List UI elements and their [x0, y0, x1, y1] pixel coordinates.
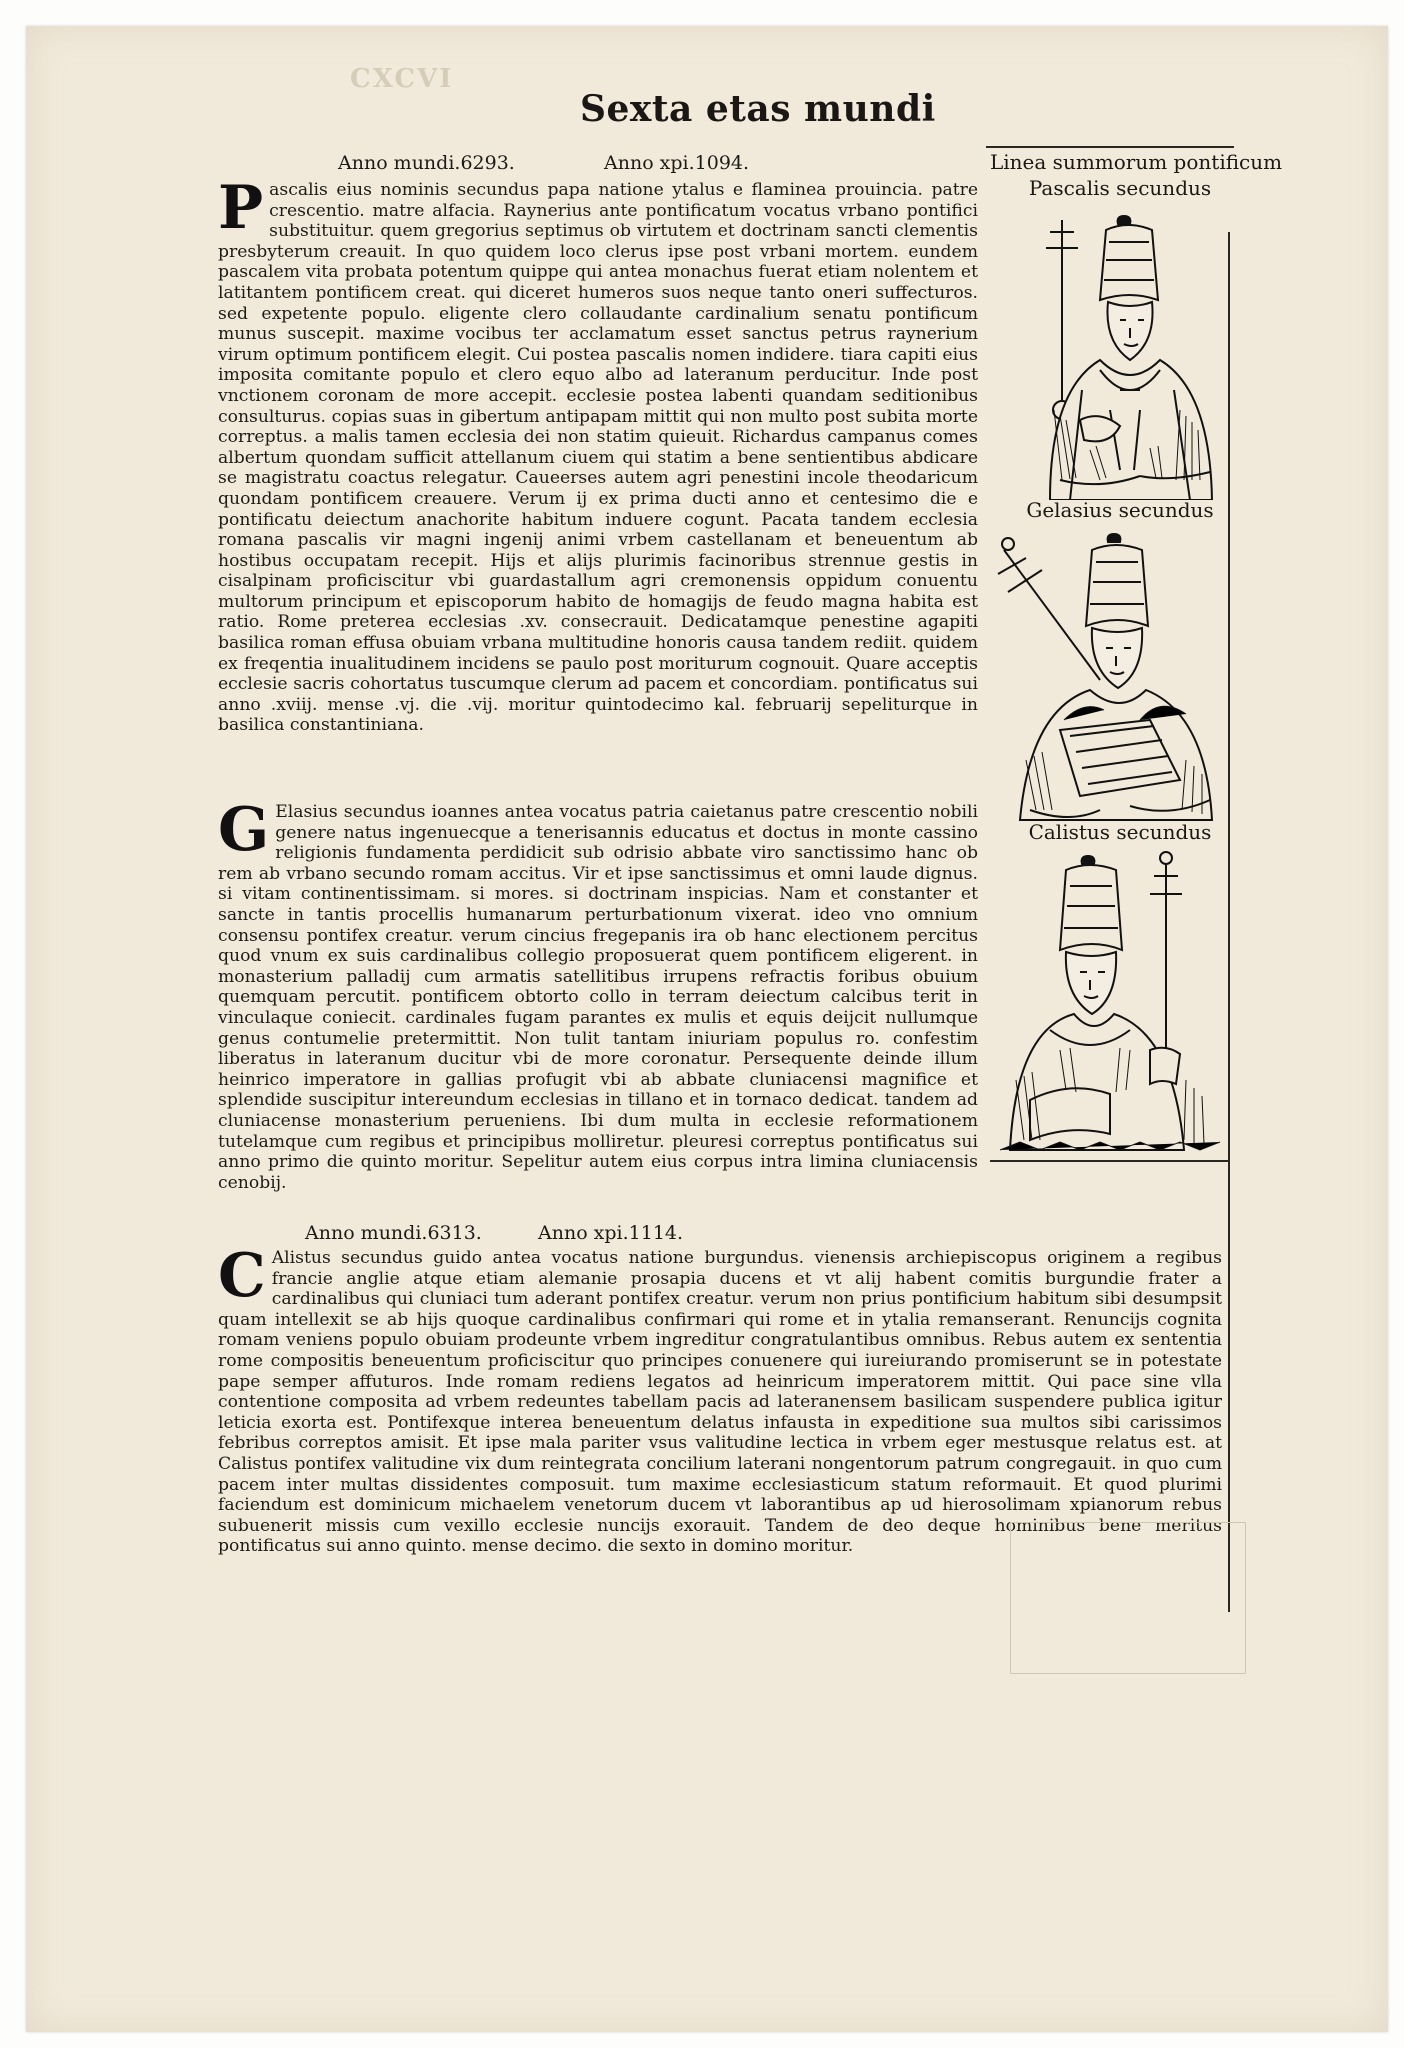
anno-christi-2: Anno xpi.1114.	[538, 1222, 684, 1244]
anno-mundi-1: Anno mundi.6293.	[338, 152, 515, 174]
dropcap-c: C	[218, 1248, 266, 1311]
lineage-bottom-rule	[990, 1160, 1230, 1162]
anno-mundi-2: Anno mundi.6313.	[305, 1222, 482, 1244]
pope-woodcut-icon	[990, 530, 1222, 830]
entry-text-calistus: Alistus secundus guido antea vocatus natione burgundus. vienensis archiepiscopus originem a regibus francie anglie atque etiam alemanie prosapia ducens et vt alij habent comitis burgundie frater a cardinalibus qui cluniaci tum aderant pontifex creatur. verum non prius pontificium habitum sibi desumpsit quam intellexit se ab hijs quoque cardinalibus confirmari qui rome et in ytalia remanserant. Renuncijs cognita romam veniens populo obuiam prodeunte vrbem ingreditur congratulantibus omnibus. Rebus autem ex sententia rome compositis beneuentum proficiscitur quo principes conuenere qui iureiurando promiserunt se in potestate pape semper affuturos. Inde romam rediens legatos ad heinricum imperatorem mittit. Qui pace sine vlla contentione composita ad vrbem redeuntes tabellam pacis ad lateranensem basilicam suspendere publica igitur leticia exorta est. Pontifexque interea beneuentum delatus infausta in expeditione sua multos sibi carissimos febribus correptos amisit. Et ipse mala pariter vsus valitudine lectica in vrbem eger mestusque relatus est. at Calistus pontifex valitudine vix dum reintegrata concilium laterani nongentorum patrum congregauit. in quo cum pacem inter multas dissidentes composuit. tum maxime ecclesiasticum statum reformauit. Et quod plurimi faciendum est dominicum michaelem venetorum ducem vt laborantibus ap ud hierosolimam xpianorum rebus subuenerit missis cum vexillo ecclesie nuncijs exorauit. Tandem de deo deque hominibus bene meritus pontificatus sui anno quinto. mense decimo. die sexto in domino moritur.	[218, 1248, 1222, 1557]
pope-caption-pascalis: Pascalis secundus	[1028, 176, 1212, 200]
lineage-top-rule	[986, 146, 1234, 148]
entry-text-gelasius: Elasius secundus ioannes antea vocatus patria caietanus patre crescentio nobili genere natus ingenuecque a tenerisannis educatus et doctus in monte cassino religionis fundamenta perdidicit sub odrisio abbate viro sanctissimo hanc ob rem ab vrbano secundo romam accitus. Vir et ipse sanctissimus et omni laude dignus. si vitam continentissimam. si mores. si doctrinam inspicias. Nam et constanter et sancte in tantis procellis humanarum perturbationum vixerat. ideo vno omnium consensu pontifex creatur. verum cincius fregepanis ira ob hanc electionem percitus quod vnum ex suis cardinalibus collegio proposuerat quem pontificem eligerent. in monasterium palladij cum armatis satellitibus irrupens refractis foribus obuium quemquam percutit. pontificem obtorto collo in terram deiectum calcibus terit in vinculaque coniecit. cardinales fugam parantes ex mulis et equis deijcit nullumque genus contumelie pretermittit. Non tulit tantam iniuriam populus ro. confestim liberatus in lateranum ducitur vbi de more coronatur. Persequente deinde illum heinrico imperatore in gallias profugit vbi ab abbate cluniacensi magnifice et splendide suscipitur intereundum ecclesias in tillano et in tornaco dedicat. tandem ad cluniacense monasterium perueniens. Ibi dum multa in ecclesie reformationem tutelamque cum regibus et principibus molliretur. pleuresi correptus pontificatus sui anno primo die quinto moritur. Sepelitur autem eius corpus intra limina cluniacensis cenobij.	[218, 802, 978, 1193]
lineage-heading-text: Linea summorum pontificum	[990, 150, 1283, 174]
entry-text-pascalis: ascalis eius nominis secundus papa natione ytalus e flaminea prouincia. patre crescentio. matre alfacia. Raynerius ante pontificatum vocatus vrbano pontifici substituitur. quem gregorius septimus ob virtutem et doctrinam sancti clementis presbyterum creauit. In quo quidem loco clerus ipse post vrbani mortem. eundem pascalem vita probata potentum quippe qui antea monachus fuerat etiam nolentem et latitantem pontificem creat. qui diceret humeros suos neque tanto oneri suffecturos. sed expetente populo. eligente clero collaudante cardinalium senatu pontificum munus suscepit. maxime vocibus ter acclamatum esset sanctus petrus raynerium virum optimum pontificem elegit. Cui postea pascalis nomen indidere. tiara capiti eius imposita comitante populo et clero equo albo ad lateranum perducitur. Inde post vnctionem coronam de more accepit. ecclesie postea labenti quandam seditionibus consulturus. copias suas in gibertum antipapam mittit qui non multo post subita morte correptus. a malis tamen ecclesia dei non statim quieuit. Richardus campanus comes albertum quondam sufficit attellanum ciuem qui statim a bene sentientibus abdicare se magistratu coactus relegatur. Caueerses autem agri penestini incole theodaricum quondam pontificem creauere. Verum ij ex prima ducti anno et centesimo die e pontificatu deiectum anachorite habitum induere cogunt. Pacata tandem ecclesia romana pascalis vir magni ingenij animi vrbem castellanam et beneuentum ab hostibus occupatam recepit. Hijs et alijs plurimis facinoribus strennue gestis in cisalpinam proficiscitur vbi guardastallum agri cremonensis oppidum conuentu multorum principum et episcoporum habito de homagijs de feudo magna habita est ratio. Rome preterea ecclesias .xv. consecrauit. Dedicatamque penestine agapiti basilica roman effusa obuiam vrbana multitudine honoris causa tandem rediit. quidem ex freqentia inualitudinem incidens se paulo post moriturum cognouit. Quare acceptis ecclesie sacris cohortatus tuscumque clerum ad pacem et concordiam. pontificatus sui anno .xviij. mense .vj. die .vij. moritur quintodecimo kal. februarij sepeliturque in basilica constantiniana.	[218, 180, 978, 736]
lineage-heading	[990, 150, 1283, 174]
entry-pascalis-secundus	[218, 180, 978, 792]
show-through-frame	[1010, 1522, 1246, 1674]
lineage-vertical-rule	[1228, 232, 1230, 1612]
pope-caption-gelasius: Gelasius secundus	[1026, 498, 1214, 522]
dropcap-g: G	[218, 802, 270, 865]
entry-gelasius-secundus	[218, 802, 978, 1230]
woodcut-calistus	[990, 850, 1222, 1156]
folio-number-show-through: CXCVI	[350, 64, 454, 94]
anno-christi-1: Anno xpi.1094.	[604, 152, 750, 174]
dropcap-p: P	[218, 180, 264, 243]
running-head: Sexta etas mundi	[580, 88, 936, 130]
woodcut-pascalis	[990, 210, 1222, 500]
woodcut-gelasius	[990, 530, 1222, 830]
pope-woodcut-icon	[990, 210, 1222, 500]
pope-woodcut-icon	[990, 850, 1222, 1156]
pope-caption-calistus: Calistus secundus	[1028, 820, 1212, 844]
